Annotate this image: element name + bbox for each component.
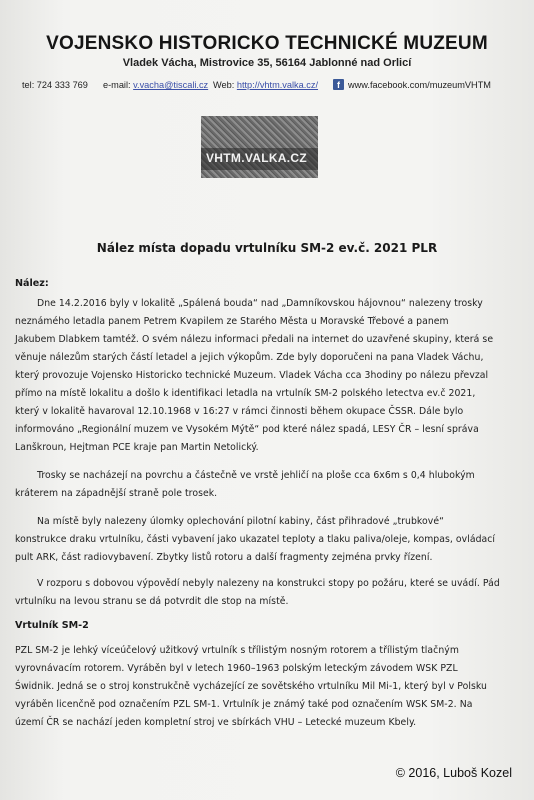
paragraph-line: kráterem na západnější straně pole trosek. <box>15 488 218 499</box>
web-link[interactable]: http://vhtm.valka.cz/ <box>236 80 319 90</box>
paragraph-line: Na místě byly nalezeny úlomky oplechování pilotní kabiny, část přihradové „trubkové“ <box>37 516 444 527</box>
paragraph-line: který provozuje Vojensko Historicko technické Muzeum. Vladek Vácha cca 3hodiny po nálezu převzal <box>15 370 489 381</box>
web-contact <box>213 80 318 90</box>
paragraph-line: Jakubem Dlabkem tamtéž. O svém nálezu informaci předali na internet do uzavřené skupiny, která se <box>15 334 494 345</box>
phone-number: tel: 724 333 769 <box>22 80 88 90</box>
paragraph-line: PZL SM-2 je lehký víceúčelový užitkový vrtulník s třílistým nosným rotorem a třílistým tlačným <box>15 645 459 656</box>
paragraph-line: Dne 14.2.2016 byly v lokalitě „Spálená bouda“ nad „Damníkovskou hájovnou“ nalezeny trosky <box>37 298 483 309</box>
museum-title: VOJENSKO HISTORICKO TECHNICKÉ MUZEUM <box>46 33 488 54</box>
paragraph-line: vrtulníku na levou stranu se dá potvrdit dle stop na místě. <box>15 596 289 607</box>
email-label: e-mail: <box>103 80 134 90</box>
museum-address: Vladek Vácha, Mistrovice 35, 56164 Jablonné nad Orlicí <box>122 57 412 69</box>
paragraph-line: Lanškroun, Hejtman PCE kraje pan Martin Netolický. <box>15 442 259 453</box>
copyright-notice: © 2016, Luboš Kozel <box>395 766 512 780</box>
facebook-icon: f <box>333 79 344 90</box>
paragraph-line: území ČR se nachází jeden kompletní stroj ve sbírkách VHU – Letecké muzeum Kbely. <box>15 717 417 728</box>
paragraph-line: věnuje nálezům starých částí letadel a jejich výkopům. Zde byly doporučeni na pana Vladek Váchu, <box>15 352 484 363</box>
paragraph-line: Świdnik. Jedná se o stroj konstrukčně vycházející ze sovětského vrtulníku Mil Mi-1, který byl v Polsku <box>15 681 487 692</box>
web-label: Web: <box>213 80 237 90</box>
paragraph-line: konstrukce draku vrtulníku, části vybavení jako ukazatel teploty a tlaku paliva/oleje, kompas, ovládací <box>15 534 496 545</box>
paragraph-line: pult ARK, část radiovybavení. Zbytky listů rotoru a další fragmenty zejména prvky řízení. <box>15 552 433 563</box>
section-heading-helicopter: Vrtulník SM-2 <box>15 620 89 631</box>
section-heading-find: Nález: <box>15 278 49 289</box>
paragraph-line: informováno „Regionální muzem ve Vysokém Mýtě“ pod které nález spadá, LESY ČR – lesní správa <box>15 424 479 435</box>
document-title: Nález místa dopadu vrtulníku SM-2 ev.č. 2021 PLR <box>96 241 438 255</box>
paragraph-line: který v lokalitě havaroval 12.10.1968 v 16:27 v rámci činnosti během okupace ČSSR. Dále bylo <box>15 406 464 417</box>
email-contact <box>103 80 208 90</box>
paragraph-line: přímo na místě lokalitu a došlo k identifikaci letadla na vrtulník SM-2 polského letectva ev.č 2021, <box>15 388 476 399</box>
paragraph-line: vyráběn licenčně pod označením PZL SM-1. Vrtulník je známý také pod označením WSK SM-2. Na <box>15 699 473 710</box>
paragraph-line: Trosky se nacházejí na povrchu a částečně ve vrstě jehličí na ploše cca 6x6m s 0,4 hlubokým <box>37 470 475 481</box>
museum-logo <box>201 116 318 178</box>
paragraph-line: neznámého letadla panem Petrem Kvapilem ze Starého Města u Moravské Třebové a panem <box>15 316 449 327</box>
facebook-link[interactable]: www.facebook.com/muzeumVHTM <box>348 80 491 90</box>
paragraph-line: V rozporu s dobovou výpovědí nebyly nalezeny na konstrukci stopy po požáru, které se uvádí. Pád <box>37 578 500 589</box>
paragraph-line: vyrovnávacím rotorem. Vyráběn byl v letech 1960–1963 polským leteckým závodem WSK PZL <box>15 663 458 674</box>
logo-text: VHTM.VALKA.CZ <box>206 151 308 165</box>
contact-line <box>0 80 534 94</box>
email-link[interactable]: v.vacha@tiscali.cz <box>133 80 209 90</box>
